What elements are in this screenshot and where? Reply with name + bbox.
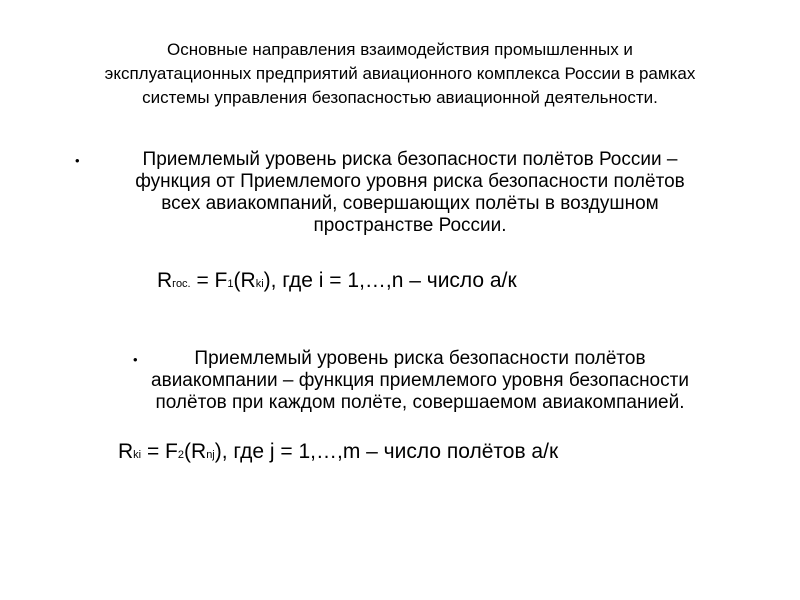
bullet-line: Приемлемый уровень риска безопасности полётов России – <box>142 149 678 170</box>
formula-subscript: ki <box>133 449 142 461</box>
formula-subscript: гос. <box>172 278 191 290</box>
bullet-line: авиакомпании – функция приемлемого уровня безопасности <box>151 370 689 391</box>
formula-subscript: 2 <box>177 449 185 461</box>
bullet-icon: • <box>75 153 80 168</box>
bullet-line: Приемлемый уровень риска безопасности полётов <box>194 348 646 369</box>
title-line: системы управления безопасностью авиационной деятельности. <box>142 88 658 107</box>
formula-text: = F <box>190 269 228 292</box>
bullet-line: полётов при каждом полёте, совершаемом авиакомпанией. <box>155 392 685 413</box>
formula-text: (R <box>233 269 256 292</box>
bullet-line: всех авиакомпаний, совершающих полёты в воздушном <box>161 193 659 214</box>
slide-title <box>40 38 760 110</box>
formula-text: = F <box>141 440 178 463</box>
bullet-line: функция от Приемлемого уровня риска безопасности полётов <box>135 171 685 192</box>
formula-text: R <box>118 440 134 463</box>
formula-airline-risk <box>118 439 558 468</box>
formula-text: (R <box>184 440 207 463</box>
bullet-item-state-risk <box>80 149 740 237</box>
title-line: эксплуатационных предприятий авиационного комплекса России в рамках <box>104 64 696 83</box>
formula-subscript: 1 <box>227 278 234 290</box>
formula-subscript: nj <box>206 449 215 461</box>
formula-text: R <box>157 269 173 292</box>
formula-text: ), где j = 1,…,m – число полётов а/к <box>214 440 559 463</box>
bullet-item-airline-risk <box>90 348 750 414</box>
title-line: Основные направления взаимодействия промышленных и <box>167 40 633 59</box>
formula-text: ), где i = 1,…,n – число а/к <box>263 269 517 292</box>
bullet-icon: • <box>133 352 138 367</box>
formula-subscript: ki <box>255 278 264 290</box>
bullet-line: пространстве России. <box>313 215 507 236</box>
formula-state-risk <box>157 268 517 297</box>
